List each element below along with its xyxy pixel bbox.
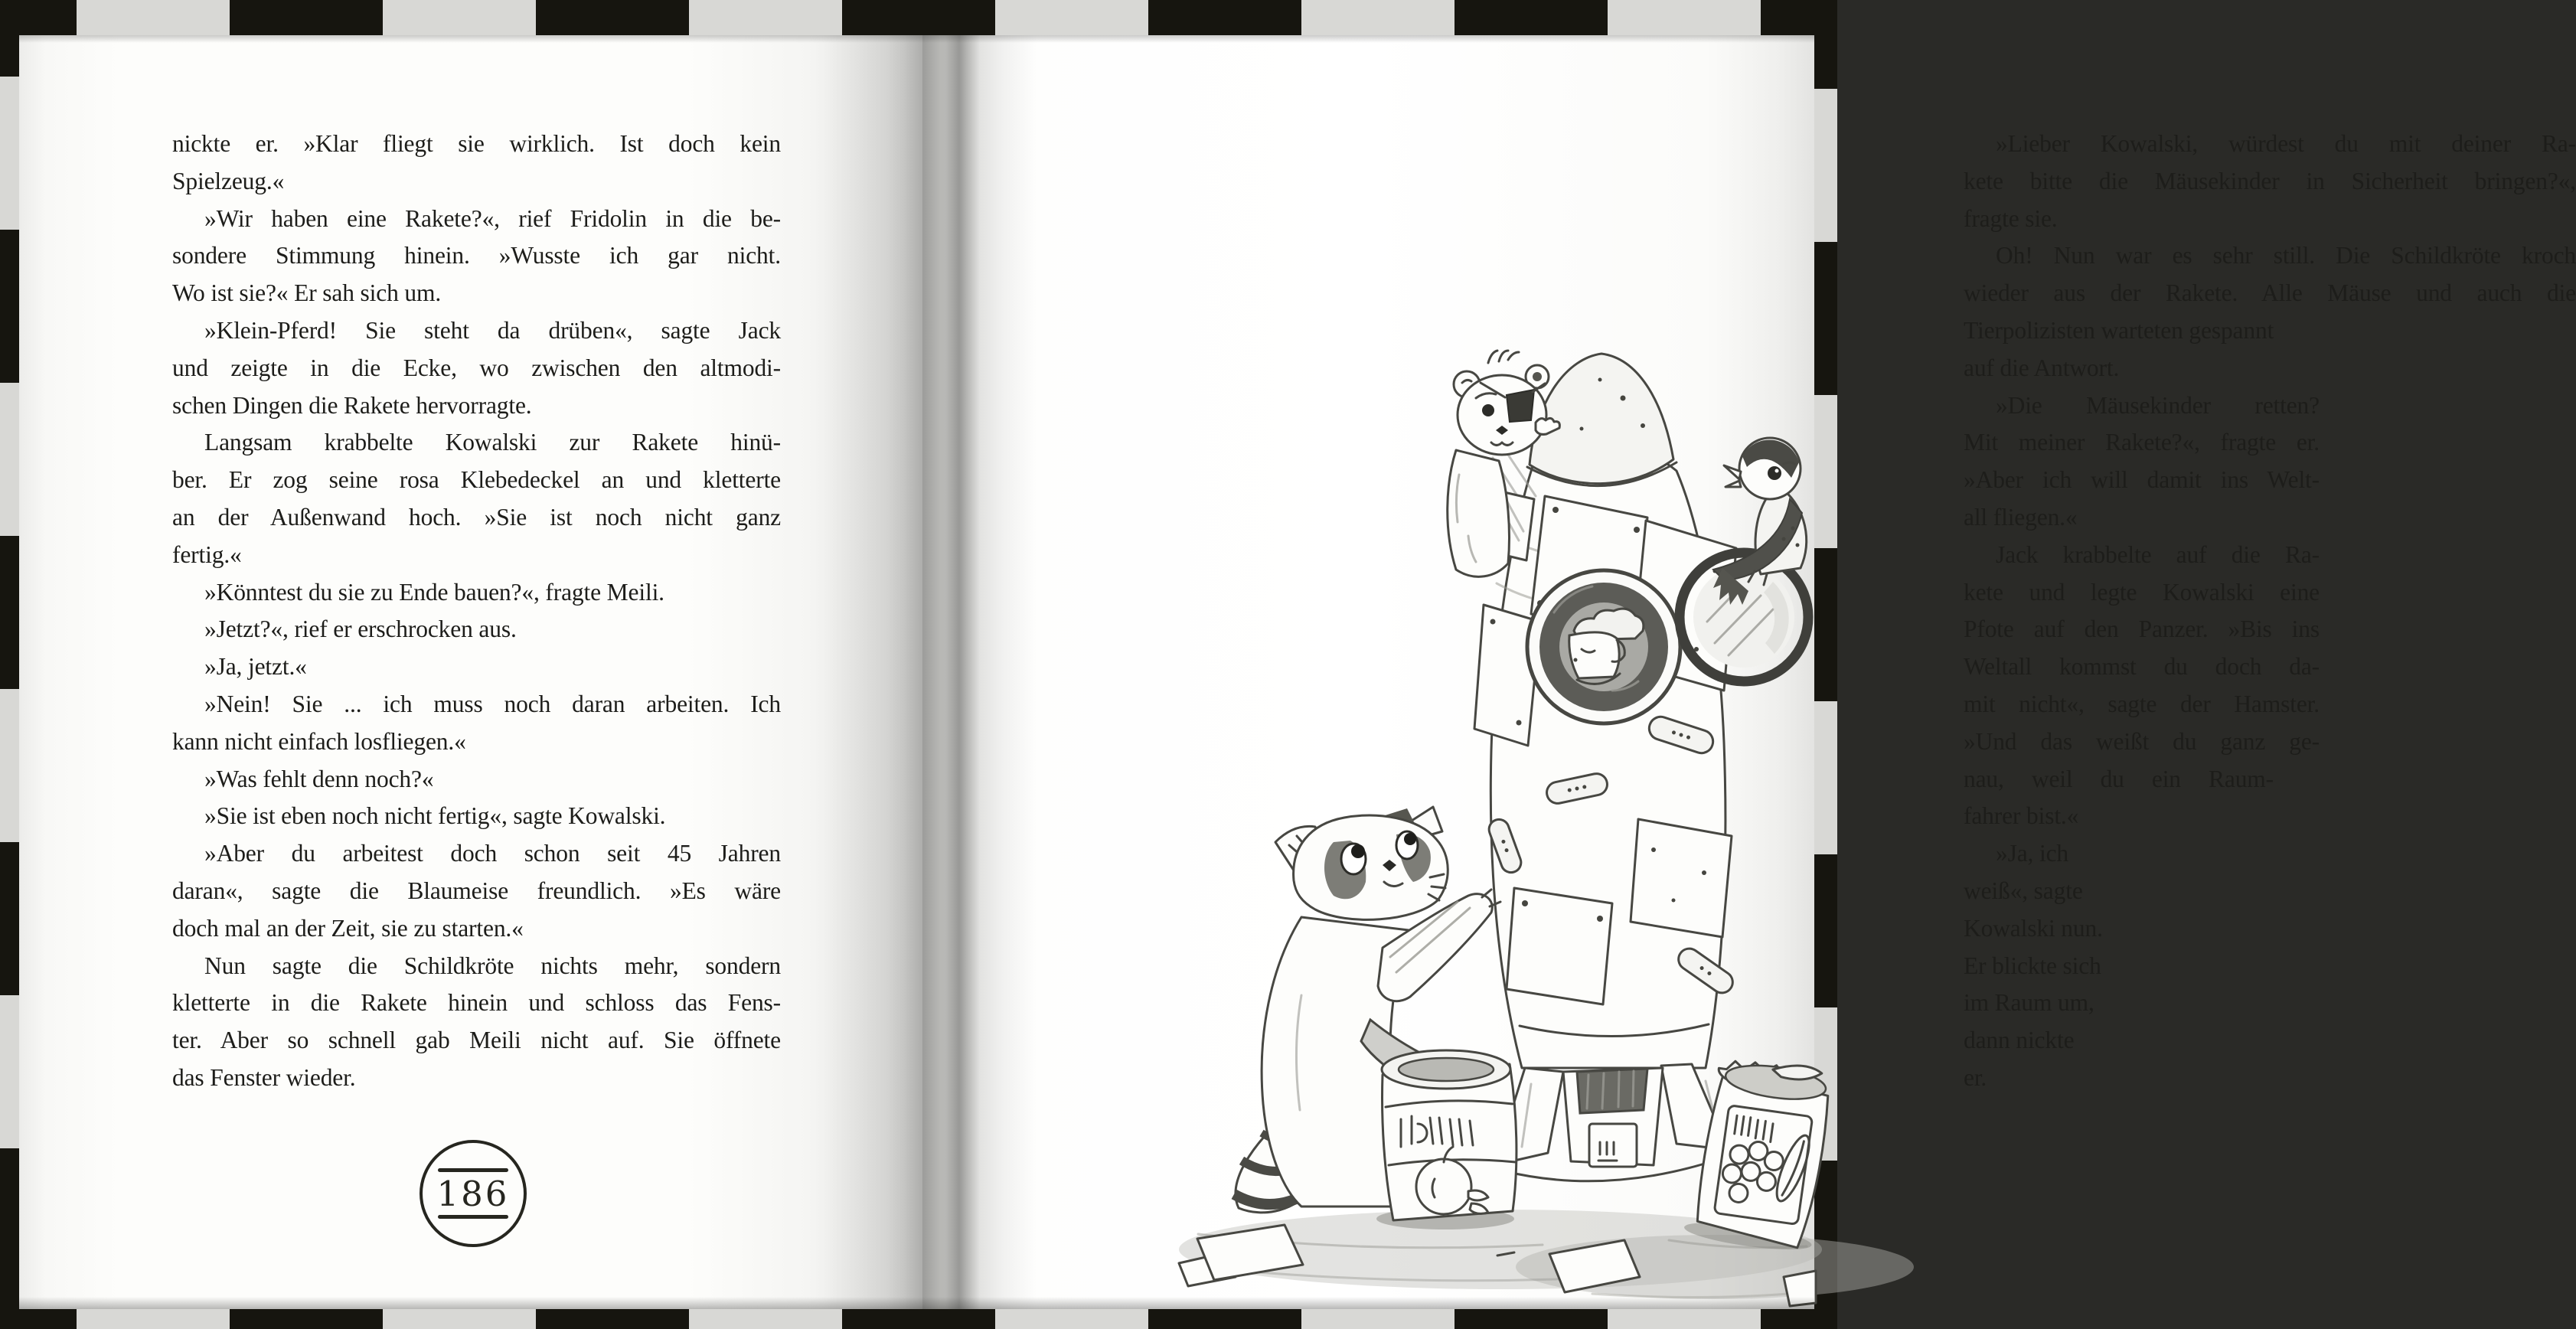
page-left: [19, 35, 922, 1309]
text-line: weiß«, sagte: [1964, 877, 2083, 904]
badge-rule-top: [438, 1168, 508, 1172]
text-line: »Ja, jetzt.«: [204, 653, 307, 681]
text-line: an der Außenwand hoch. »Sie ist noch nicht ganz: [172, 503, 781, 531]
page-number: 186: [436, 1174, 510, 1214]
text-line: das Fenster wieder.: [172, 1063, 356, 1091]
badge-rule-bottom: [438, 1215, 508, 1219]
text-line: Er blickte sich: [1964, 952, 2101, 979]
text-line: mit nicht«, sagte der Hamster.: [1964, 690, 2320, 717]
text-line: Kowalski nun.: [1964, 914, 2103, 942]
text-line: Weltall kommst du doch da-: [1964, 653, 2320, 681]
text-line: »Wir haben eine Rakete?«, rief Fridolin in die be-: [204, 204, 781, 232]
text-line: »Die Mäusekinder retten?: [1996, 391, 2320, 419]
text-line: »Und das weißt du ganz ge-: [1964, 727, 2320, 755]
text-line: kann nicht einfach losfliegen.«: [172, 727, 466, 755]
rocket-illustration: [1148, 322, 1814, 1309]
text-line: »Ja, ich: [1996, 840, 2069, 867]
text-line: nau, weil du ein Raum-: [1964, 765, 2274, 792]
text-line: Langsam krabbelte Kowalski zur Rakete hinü-: [204, 429, 781, 456]
text-line: auf die Antwort.: [1964, 354, 2120, 381]
checkered-border-bottom: [0, 1309, 1837, 1329]
text-line: kete bitte die Mäusekinder in Sicherheit bringen?«,: [1964, 167, 2576, 194]
text-line: kete und legte Kowalski eine: [1964, 578, 2320, 606]
text-line: »Nein! Sie ... ich muss noch daran arbeiten. Ich: [204, 690, 781, 717]
text-line: fahrer bist.«: [1964, 802, 2079, 830]
text-line: »Jetzt?«, rief er erschrocken aus.: [204, 616, 517, 643]
text-line: Wo ist sie?« Er sah sich um.: [172, 279, 442, 307]
rocket: [1474, 354, 1737, 1181]
text-line: »Aber ich will damit ins Welt-: [1964, 466, 2320, 494]
text-line: nickte er. »Klar fliegt sie wirklich. Ist doch kein: [172, 130, 781, 157]
porthole-window: [1527, 570, 1680, 723]
page-left-text: [172, 126, 781, 1097]
text-line: Pfote auf den Panzer. »Bis ins: [1964, 616, 2320, 643]
text-line: fertig.«: [172, 540, 242, 568]
checkered-border-top: [0, 0, 1837, 35]
page-number-badge: [420, 1140, 527, 1247]
text-line: doch mal an der Zeit, sie zu starten.«: [172, 914, 524, 942]
text-line: »Sie ist eben noch nicht fertig«, sagte Kowalski.: [204, 802, 666, 830]
text-line: »Könntest du sie zu Ende bauen?«, fragte Meili.: [204, 578, 664, 606]
text-line: sondere Stimmung hinein. »Wusste ich gar nicht.: [172, 242, 781, 269]
text-line: Spielzeug.«: [172, 167, 285, 194]
text-line: schen Dingen die Rakete hervorragte.: [172, 391, 532, 419]
text-line: Mit meiner Rakete?«, fragte er.: [1964, 429, 2320, 456]
text-line: ter. Aber so schnell gab Meili nicht auf. Sie öffnete: [172, 1027, 781, 1054]
text-line: all fliegen.«: [1964, 503, 2078, 531]
text-line: daran«, sagte die Blaumeise freundlich. »Es wäre: [172, 877, 781, 904]
text-line: er.: [1964, 1063, 1987, 1091]
text-line: fragte sie.: [1964, 204, 2058, 232]
text-line: »Aber du arbeitest doch schon seit 45 Jahren: [204, 840, 781, 867]
open-book: [19, 35, 2576, 1309]
text-line: und zeigte in die Ecke, wo zwischen den altmodi-: [172, 354, 781, 381]
text-line: kletterte in die Rakete hinein und schloss das Fens-: [172, 989, 781, 1017]
text-line: ber. Er zog seine rosa Klebedeckel an und kletterte: [172, 466, 781, 494]
checkered-border-left: [0, 0, 19, 1329]
text-line: wieder aus der Rakete. Alle Mäuse und auch die: [1964, 279, 2576, 307]
text-line: »Lieber Kowalski, würdest du mit deiner Ra-: [1996, 130, 2576, 157]
text-line: dann nickte: [1964, 1027, 2075, 1054]
text-line: »Was fehlt denn noch?«: [204, 765, 434, 792]
apple-pot: [1376, 1050, 1517, 1229]
text-line: Tierpolizisten warteten gespannt: [1964, 316, 2274, 344]
text-line: Jack krabbelte auf die Ra-: [1996, 540, 2320, 568]
page-right-text: [1964, 126, 2576, 1097]
text-line: Oh! Nun war es sehr still. Die Schildkröte kroch: [1996, 242, 2576, 269]
text-line: im Raum um,: [1964, 989, 2094, 1017]
text-line: »Klein-Pferd! Sie steht da drüben«, sagte Jack: [204, 316, 781, 344]
text-line: Nun sagte die Schildkröte nichts mehr, sondern: [204, 952, 781, 979]
